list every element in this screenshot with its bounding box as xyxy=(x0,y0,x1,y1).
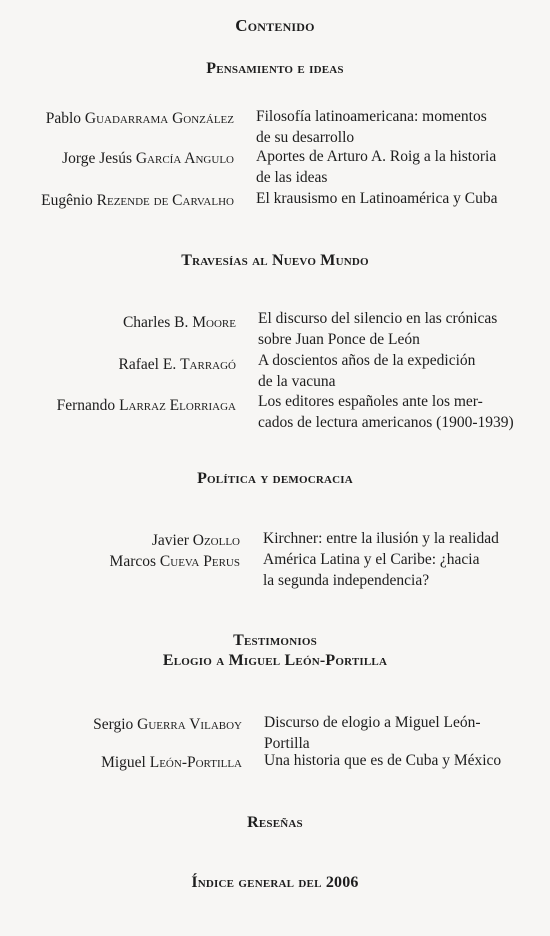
article-title: El krausismo en Latinoamérica y Cuba xyxy=(256,190,498,207)
article-title: El discurso del silencio en las crónicas sobre Juan Ponce de León xyxy=(258,310,498,348)
author-name: Fernando Larraz Elorriaga xyxy=(56,397,236,414)
section-heading-travesias: Travesías al Nuevo Mundo xyxy=(181,252,369,269)
author-name: Eugênio Rezende de Carvalho xyxy=(41,192,234,209)
section-heading-pensamiento: Pensamiento e ideas xyxy=(206,60,344,77)
author-name: Miguel León-Portilla xyxy=(101,754,242,771)
author-name: Sergio Guerra Vilaboy xyxy=(93,716,242,733)
article-title: A doscientos años de la expedición de la vacuna xyxy=(258,352,476,390)
article-title: Kirchner: entre la ilusión y la realidad xyxy=(263,530,499,547)
author-name: Marcos Cueva Perus xyxy=(109,553,240,570)
section-subheading-elogio: Elogio a Miguel León-Portilla xyxy=(162,652,388,669)
section-heading-indice[interactable]: Índice general del 2006 xyxy=(191,874,359,891)
section-heading-politica: Política y democracia xyxy=(197,470,353,487)
article-title: América Latina y el Caribe: ¿hacia la segunda independencia? xyxy=(263,551,480,589)
section-heading-testimonios: Testimonios xyxy=(233,632,317,649)
author-name: Pablo Guadarrama González xyxy=(45,110,234,127)
article-title: Discurso de elogio a Miguel León- Portilla xyxy=(264,714,481,752)
author-name: Javier Ozollo xyxy=(151,532,240,549)
author-name: Rafael E. Tarragó xyxy=(118,356,236,373)
author-name: Charles B. Moore xyxy=(122,314,236,331)
page-title: Contenido xyxy=(235,16,315,35)
author-name: Jorge Jesús García Angulo xyxy=(62,150,234,167)
article-title: Filosofía latinoamericana: momentos de su desarrollo xyxy=(256,108,487,146)
article-title: Los editores españoles ante los mer- cados de lectura americanos (1900-1939) xyxy=(258,393,514,431)
article-title: Una historia que es de Cuba y México xyxy=(264,752,502,769)
article-title: Aportes de Arturo A. Roig a la historia de las ideas xyxy=(256,148,497,186)
section-heading-resenas[interactable]: Reseñas xyxy=(247,814,303,831)
